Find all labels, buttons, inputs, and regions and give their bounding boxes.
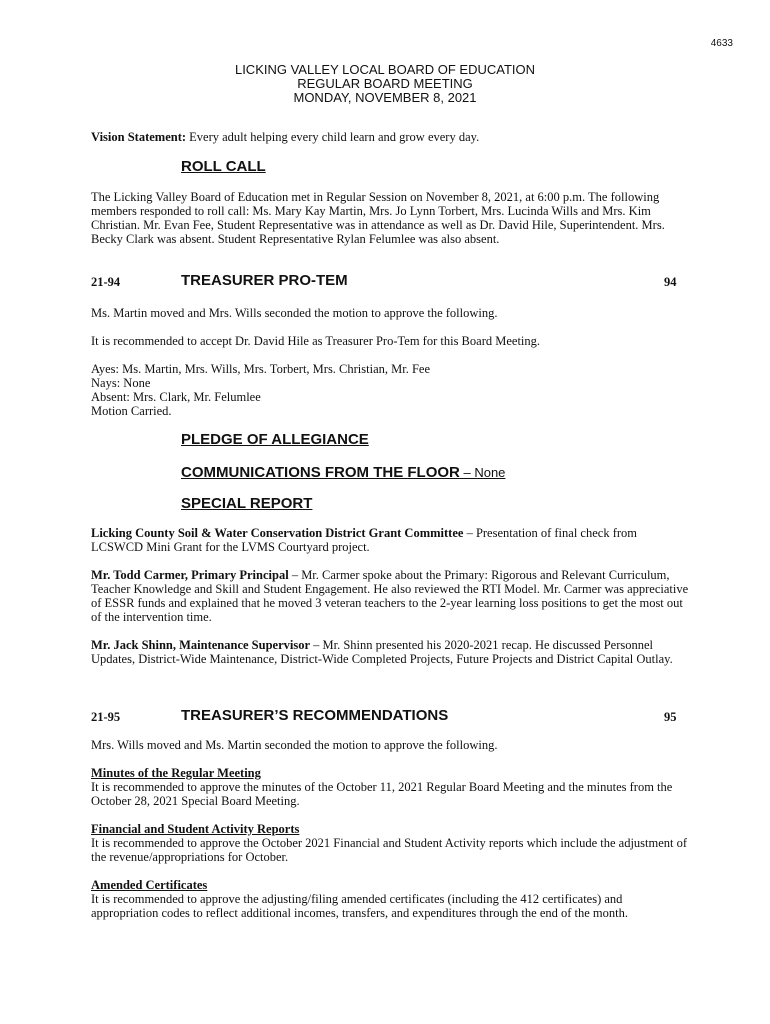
roll-call-body: The Licking Valley Board of Education met in Regular Session on November 8, 2021, at 6:00 p.m. The following members responded to roll call: Ms. Mary Kay Martin, Mrs. Jo Lynn Torbert, Mrs. Lucinda Wills and Mrs. Kim Christian. Mr. Evan Fee, Student Representative was in attendance as well as Dr. David Hile, Superintendent. Mrs. Becky Clark was absent. Student Representative Rylan Felumlee was also absent.: [91, 190, 665, 246]
recommendation-item-2: [91, 822, 691, 864]
special-report-item-text: – Presentation of final check from LCSWCD Mini Grant for the LVMS Courtyard project.: [91, 526, 637, 554]
recommendation-item-1: [91, 766, 691, 808]
vision-text: Every adult helping every child learn and grow every day.: [186, 130, 480, 144]
special-report-item-1: [91, 526, 691, 554]
recommendation-item-text: It is recommended to approve the October 2021 Financial and Student Activity reports which include the adjustment of the revenue/appropriations for October.: [91, 836, 688, 864]
special-report-item-text: – Mr. Shinn presented his 2020-2021 recap. He discussed Personnel Updates, District-Wide Maintenance, District-Wide Completed Projects, Future Projects and District Capital Outlay.: [91, 638, 673, 666]
special-report-item-title: Mr. Jack Shinn, Maintenance Supervisor: [91, 638, 311, 652]
vision-label: Vision Statement:: [91, 130, 187, 144]
recommendation-item-title: Minutes of the Regular Meeting: [91, 766, 261, 780]
special-report-item-title: Licking County Soil & Water Conservation District Grant Committee: [91, 526, 464, 540]
header-line-3: MONDAY, NOVEMBER 8, 2021: [293, 90, 477, 105]
resolution-number-95: 95: [664, 710, 677, 724]
motion-number-21-94: 21-94: [91, 275, 121, 289]
vote-result: Motion Carried.: [91, 404, 172, 418]
vote-absent: Absent: Mrs. Clark, Mr. Felumlee: [91, 390, 261, 404]
header-line-2: REGULAR BOARD MEETING: [297, 76, 473, 91]
treasurer-recommendations-heading: TREASURER’S RECOMMENDATIONS: [181, 707, 449, 724]
document-header: [0, 63, 770, 105]
treasurer-pro-tem-heading: TREASURER PRO-TEM: [181, 272, 348, 289]
vision-statement: [91, 130, 691, 144]
communications-suffix: – None: [459, 465, 506, 480]
communications-heading: [181, 464, 505, 481]
recommendation-item-title: Amended Certificates: [91, 878, 208, 892]
special-report-heading: SPECIAL REPORT: [181, 495, 313, 512]
header-line-1: LICKING VALLEY LOCAL BOARD OF EDUCATION: [234, 62, 536, 77]
recommendations-motion: Mrs. Wills moved and Ms. Martin seconded the motion to approve the following.: [91, 738, 498, 752]
roll-call-heading: ROLL CALL: [181, 158, 266, 175]
pro-tem-motion: Ms. Martin moved and Mrs. Wills seconded the motion to approve the following.: [91, 306, 498, 320]
recommendation-item-text: It is recommended to approve the adjusting/filing amended certificates (including the 412 certificates) and appropriation codes to reflect additional incomes, transfers, and expenditures through the end of the month.: [91, 892, 628, 920]
special-report-item-title: Mr. Todd Carmer, Primary Principal: [91, 568, 289, 582]
special-report-item-2: [91, 568, 691, 624]
page-number: 4633: [710, 38, 733, 49]
pledge-heading: PLEDGE OF ALLEGIANCE: [181, 431, 369, 448]
special-report-item-text: – Mr. Carmer spoke about the Primary: Rigorous and Relevant Curriculum, Teacher Knowledge and Skill and Student Engagement. He also reviewed the RTI Model. Mr. Carmer was appreciative of ESSR funds and explained that he moved 3 veteran teachers to the 2-year learning loss positions to get the most out of the intervention time.: [91, 568, 689, 624]
special-report-item-3: [91, 638, 691, 666]
vote-nays: Nays: None: [91, 376, 151, 390]
recommendation-item-title: Financial and Student Activity Reports: [91, 822, 300, 836]
communications-title: COMMUNICATIONS FROM THE FLOOR: [181, 464, 460, 481]
resolution-number-94: 94: [664, 275, 677, 289]
vote-ayes: Ayes: Ms. Martin, Mrs. Wills, Mrs. Torbert, Mrs. Christian, Mr. Fee: [91, 362, 431, 376]
pro-tem-vote: [91, 362, 691, 418]
motion-number-21-95: 21-95: [91, 710, 121, 724]
pro-tem-recommendation: It is recommended to accept Dr. David Hile as Treasurer Pro-Tem for this Board Meeting.: [91, 334, 541, 348]
recommendation-item-text: It is recommended to approve the minutes of the October 11, 2021 Regular Board Meeting and the minutes from the October 28, 2021 Special Board Meeting.: [91, 780, 673, 808]
recommendation-item-3: [91, 878, 691, 920]
